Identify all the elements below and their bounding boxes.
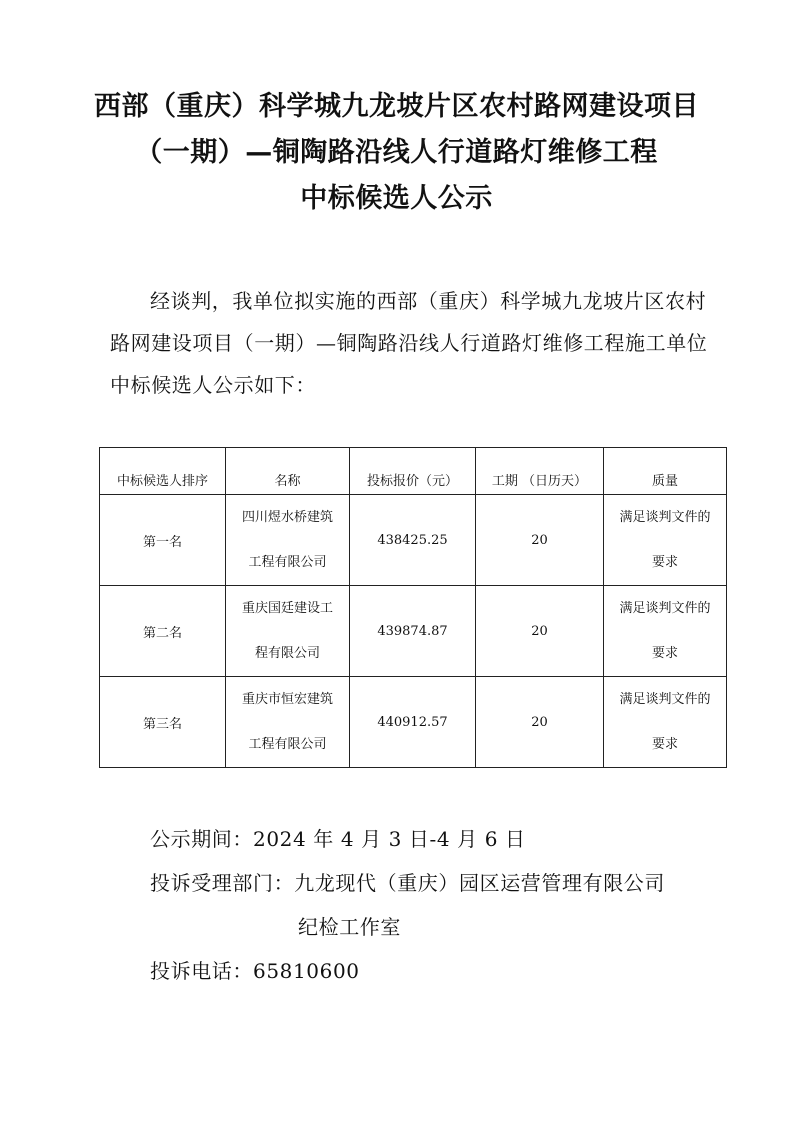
cell-quality	[604, 495, 727, 586]
complaint-department-office: 纪检工作室	[298, 915, 401, 939]
header-name: 名称	[226, 448, 350, 495]
cell-duration: 20	[476, 586, 604, 677]
cell-name	[226, 677, 350, 768]
cell-rank: 第三名	[100, 677, 226, 768]
cell-quality-line: 要求	[651, 646, 678, 661]
cell-quality-line: 要求	[651, 737, 678, 752]
notice-footer	[150, 817, 750, 993]
complaint-department: 投诉受理部门：九龙现代（重庆）园区运营管理有限公司	[150, 871, 665, 895]
cell-name-line: 程有限公司	[254, 646, 320, 661]
cell-duration: 20	[476, 495, 604, 586]
header-quality: 质量	[604, 448, 727, 495]
cell-name-line: 工程有限公司	[248, 555, 327, 570]
cell-quality	[604, 677, 727, 768]
document-title	[0, 84, 793, 222]
cell-quality-line: 满足谈判文件的	[619, 692, 711, 707]
table-header-row	[100, 448, 727, 495]
cell-quality-line: 满足谈判文件的	[619, 510, 711, 525]
cell-quality-line: 满足谈判文件的	[619, 601, 711, 616]
notice-period: 公示期间：2024 年 4 月 3 日-4 月 6 日	[150, 827, 526, 851]
cell-price: 440912.57	[350, 677, 476, 768]
table-row	[100, 677, 727, 768]
cell-name-line: 重庆市恒宏建筑	[241, 692, 333, 707]
intro-paragraph	[110, 280, 710, 406]
intro-line-3: 中标候选人公示如下：	[110, 373, 316, 397]
cell-name-line: 工程有限公司	[248, 737, 327, 752]
cell-quality	[604, 586, 727, 677]
title-line-1: 西部（重庆）科学城九龙坡片区农村路网建设项目	[94, 91, 699, 122]
title-line-3: 中标候选人公示	[300, 183, 493, 214]
cell-name-line: 四川煜水桥建筑	[241, 510, 333, 525]
intro-line-2: 路网建设项目（一期）—铜陶路沿线人行道路灯维修工程施工单位	[110, 331, 708, 355]
cell-quality-line: 要求	[651, 555, 678, 570]
cell-price: 439874.87	[350, 586, 476, 677]
cell-name	[226, 586, 350, 677]
cell-rank: 第一名	[100, 495, 226, 586]
table-row	[100, 586, 727, 677]
table-row	[100, 495, 727, 586]
cell-name-line: 重庆国廷建设工	[241, 601, 333, 616]
title-line-2: （一期）—铜陶路沿线人行道路灯维修工程	[135, 137, 658, 168]
cell-rank: 第二名	[100, 586, 226, 677]
header-price: 投标报价（元）	[350, 448, 476, 495]
intro-line-1: 经谈判，我单位拟实施的西部（重庆）科学城九龙坡片区农村	[150, 289, 707, 313]
complaint-phone: 投诉电话：65810600	[150, 959, 360, 983]
candidate-table	[99, 447, 727, 768]
header-duration: 工期 （日历天）	[476, 448, 604, 495]
header-rank: 中标候选人排序	[100, 448, 226, 495]
cell-name	[226, 495, 350, 586]
cell-duration: 20	[476, 677, 604, 768]
cell-price: 438425.25	[350, 495, 476, 586]
